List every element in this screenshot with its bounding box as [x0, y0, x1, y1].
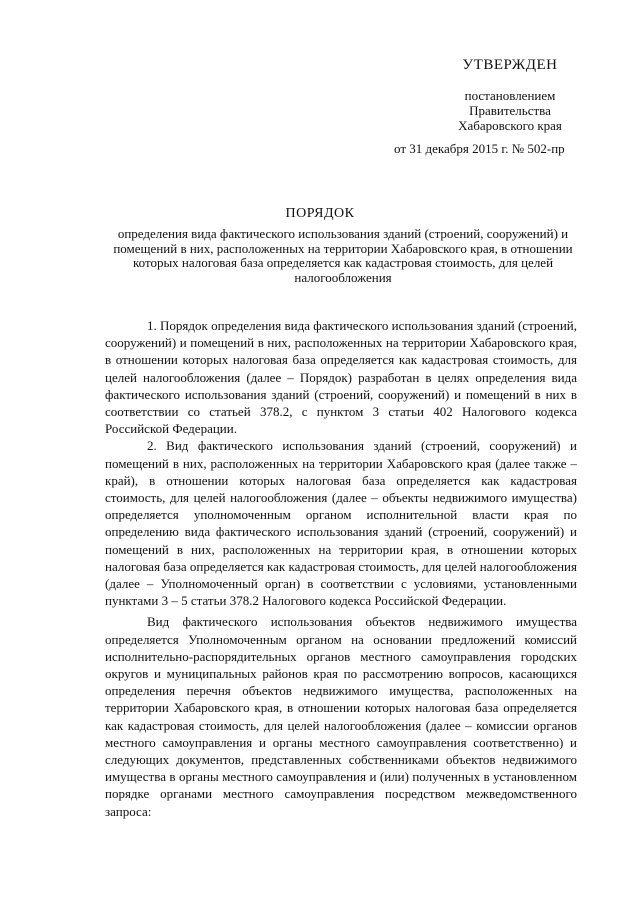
paragraph-2: 2. Вид фактического использования зданий (строений, сооружений) и помещений в них, расположенных на территории Хабаровского края (далее также – край), в отношении которых налоговая база определяется как кадастровая стоимость, для целей налогообложения (далее – объекты недвижимого имущества) определяется уполномоченным органом исполнительной власти края по определению вида фактического использования зданий (строений, сооружений) и помещений в них, расположенных на территории края, в отношении которых налоговая база определяется как кадастровая стоимость, для целей налогообложения (далее – Уполномоченный орган) в соответствии с условиями, установленными пунктами 3 – 5 статьи 378.2 Налогового кодекса Российской Федерации.	[105, 438, 577, 609]
document-subtitle: определения вида фактического использования зданий (строений, сооружений) и помещений в них, расположенных на территории Хабаровского края, в отношении которых налоговая база определяется как кадастровая стоимость, для целей налогообложения	[113, 226, 573, 285]
paragraph-3: Вид фактического использования объектов недвижимого имущества определяется Уполномоченным органом на основании предложений комиссий исполнительно-распорядительных органов местного самоуправления городских округов и муниципальных районов края по рассмотрению вопросов, касающихся определения перечня объектов недвижимого имущества, расположенных на территории Хабаровского края, в отношении которых налоговая база определяется как кадастровая стоимость, для целей налогообложения (далее – комиссии органов местного самоуправления и органы местного самоуправления соответственно) и следующих документов, представленных собственниками объектов недвижимого имущества в органы местного самоуправления и (или) полученных в установленном порядке органами местного самоуправления посредством межведомственного запроса:	[105, 614, 577, 819]
approval-line-3: Хабаровского края	[458, 118, 562, 133]
approval-block	[394, 56, 620, 156]
approval-title: УТВЕРЖДЕН	[462, 57, 558, 73]
approval-line-1: постановлением	[464, 88, 556, 103]
approval-line-2: Правительства	[469, 103, 551, 118]
approval-date: от 31 декабря 2015 г. № 502-пр	[394, 141, 565, 156]
document-title: ПОРЯДОК	[285, 206, 355, 221]
approval-gap	[400, 74, 620, 88]
paragraph-1: 1. Порядок определения вида фактического использования зданий (строений, сооружений) и помещений в них, расположенных на территории Хабаровского края, в отношении которых налоговая база определяется как кадастровая стоимость, для целей налогообложения (далее – Порядок) разработан в целях определения вида фактического использования зданий (строений, сооружений) и помещений в них в соответствии со статьей 378.2, с пунктом 3 статьи 402 Налогового кодекса Российской Федерации.	[105, 318, 577, 437]
document-body	[105, 317, 577, 820]
